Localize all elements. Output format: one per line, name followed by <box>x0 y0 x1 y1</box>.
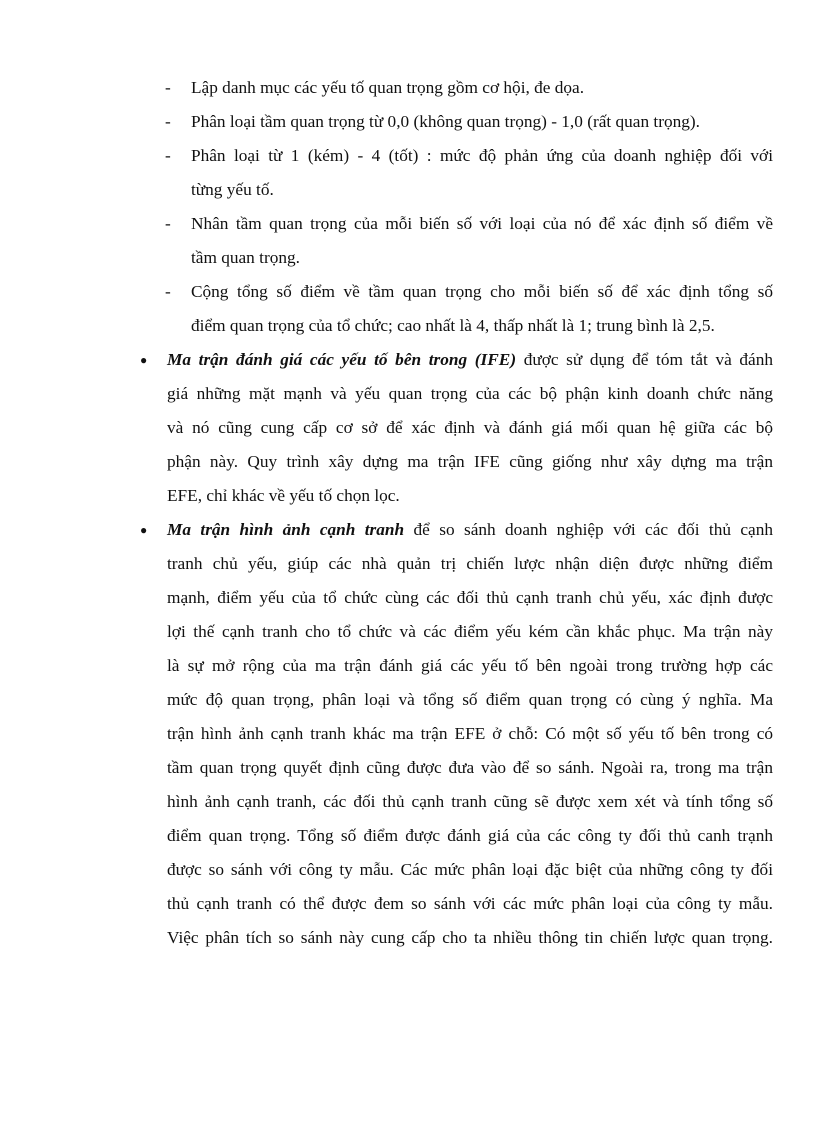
dash-marker: - <box>165 78 171 97</box>
dash-marker: - <box>165 112 171 131</box>
bullet-cpm-line-7: trận hình ảnh cạnh tranh khác ma trận EFE ở chỗ: Có một số yếu tố bên trong có <box>167 724 773 743</box>
bullet-cpm-l13 <box>0 921 816 955</box>
bullet-cpm-line-9: hình ảnh cạnh tranh, các đối thủ cạnh tranh cũng sẽ được xem xét và tính tổng số <box>167 792 773 811</box>
dash-item-4-line-1: Nhân tầm quan trọng của mỗi biến số với loại của nó để xác định số điểm về <box>191 214 773 233</box>
bullet-cpm-line-13: Việc phân tích so sánh này cung cấp cho ta nhiều thông tin chiến lược quan trọng. <box>167 928 773 947</box>
bullet-dot-icon: ● <box>140 353 148 367</box>
dash-item-5-line-2: điểm quan trọng của tổ chức; cao nhất là 4, thấp nhất là 1; trung bình là 2,5. <box>191 316 715 335</box>
dash-item-5-cont <box>0 309 816 343</box>
bullet-cpm-l7 <box>0 717 816 751</box>
bullet-cpm-l12 <box>0 887 816 921</box>
bullet-cpm-l6 <box>0 683 816 717</box>
ife-term: Ma trận đánh giá các yếu tố bên trong (IFE) <box>167 350 517 369</box>
dash-item-3-line-2: từng yếu tố. <box>191 180 274 199</box>
bullet-cpm-line-8: tầm quan trọng quyết định cũng được đưa vào để so sánh. Ngoài ra, trong ma trận <box>167 758 773 777</box>
bullet-ife-line-1 <box>167 343 773 377</box>
bullet-cpm <box>0 513 816 547</box>
cpm-first-rest: để so sánh doanh nghiệp với các đối thủ cạnh <box>404 520 773 539</box>
bullet-dot-icon: ● <box>140 523 148 537</box>
dash-marker: - <box>165 214 171 233</box>
dash-item-3-line-1: Phân loại từ 1 (kém) - 4 (tốt) : mức độ phản ứng của doanh nghiệp đối với <box>191 146 773 165</box>
dash-item-4-line-2: tầm quan trọng. <box>191 248 300 267</box>
bullet-cpm-line-1 <box>167 513 773 547</box>
bullet-cpm-l2 <box>0 547 816 581</box>
dash-item-4 <box>0 207 816 241</box>
dash-item-5 <box>0 275 816 309</box>
bullet-cpm-line-5: là sự mở rộng của ma trận đánh giá các yếu tố bên ngoài trong trường hợp các <box>167 656 773 675</box>
bullet-cpm-l5 <box>0 649 816 683</box>
bullet-ife-l3 <box>0 411 816 445</box>
bullet-ife-l2 <box>0 377 816 411</box>
bullet-cpm-line-11: được so sánh với công ty mẫu. Các mức phân loại đặc biệt của những công ty đối <box>167 860 773 879</box>
bullet-cpm-line-12: thủ cạnh tranh có thể được đem so sánh với các mức phân loại của công ty mẫu. <box>167 894 773 913</box>
bullet-ife-line-2: giá những mặt mạnh và yếu quan trọng của các bộ phận kinh doanh chức năng <box>167 384 773 403</box>
bullet-ife-l5 <box>0 479 816 513</box>
dash-item-4-cont <box>0 241 816 275</box>
dash-item-1-line-1: Lập danh mục các yếu tố quan trọng gồm cơ hội, đe dọa. <box>191 78 585 97</box>
bullet-cpm-l10 <box>0 819 816 853</box>
dash-item-2 <box>0 105 816 139</box>
bullet-cpm-l4 <box>0 615 816 649</box>
dash-item-5-line-1: Cộng tổng số điểm về tầm quan trọng cho mỗi biến số để xác định tổng số <box>191 282 773 301</box>
ife-first-rest: được sử dụng để tóm tắt và đánh <box>516 350 773 369</box>
dash-item-1 <box>0 71 816 105</box>
bullet-cpm-line-4: lợi thế cạnh tranh cho tổ chức và các điểm yếu kém cần khắc phục. Ma trận này <box>167 622 773 641</box>
bullet-cpm-l11 <box>0 853 816 887</box>
bullet-ife-line-4: phận này. Quy trình xây dựng ma trận IFE cũng giống như xây dựng ma trận <box>167 452 773 471</box>
dash-marker: - <box>165 146 171 165</box>
bullet-cpm-line-2: tranh chủ yếu, giúp các nhà quản trị chiến lược nhận diện được những điểm <box>167 554 773 573</box>
bullet-ife <box>0 343 816 377</box>
bullet-cpm-l3 <box>0 581 816 615</box>
bullet-cpm-line-3: mạnh, điểm yếu của tổ chức cùng các đối thủ cạnh tranh chủ yếu, xác định được <box>167 588 773 607</box>
cpm-term: Ma trận hình ảnh cạnh tranh <box>167 520 405 539</box>
bullet-cpm-l9 <box>0 785 816 819</box>
dash-item-3 <box>0 139 816 173</box>
dash-marker: - <box>165 282 171 301</box>
bullet-ife-line-5: EFE, chỉ khác về yếu tố chọn lọc. <box>167 486 400 505</box>
bullet-cpm-line-10: điểm quan trọng. Tổng số điểm được đánh giá của các công ty đối thủ canh trạnh <box>167 826 773 845</box>
dash-item-2-line-1: Phân loại tầm quan trọng từ 0,0 (không quan trọng) - 1,0 (rất quan trọng). <box>191 112 700 131</box>
bullet-ife-line-3: và nó cũng cung cấp cơ sở để xác định và đánh giá mối quan hệ giữa các bộ <box>167 418 773 437</box>
bullet-cpm-line-6: mức độ quan trọng, phân loại và tổng số điểm quan trọng có cùng ý nghĩa. Ma <box>167 690 773 709</box>
dash-item-3-cont <box>0 173 816 207</box>
bullet-cpm-l8 <box>0 751 816 785</box>
bullet-ife-l4 <box>0 445 816 479</box>
